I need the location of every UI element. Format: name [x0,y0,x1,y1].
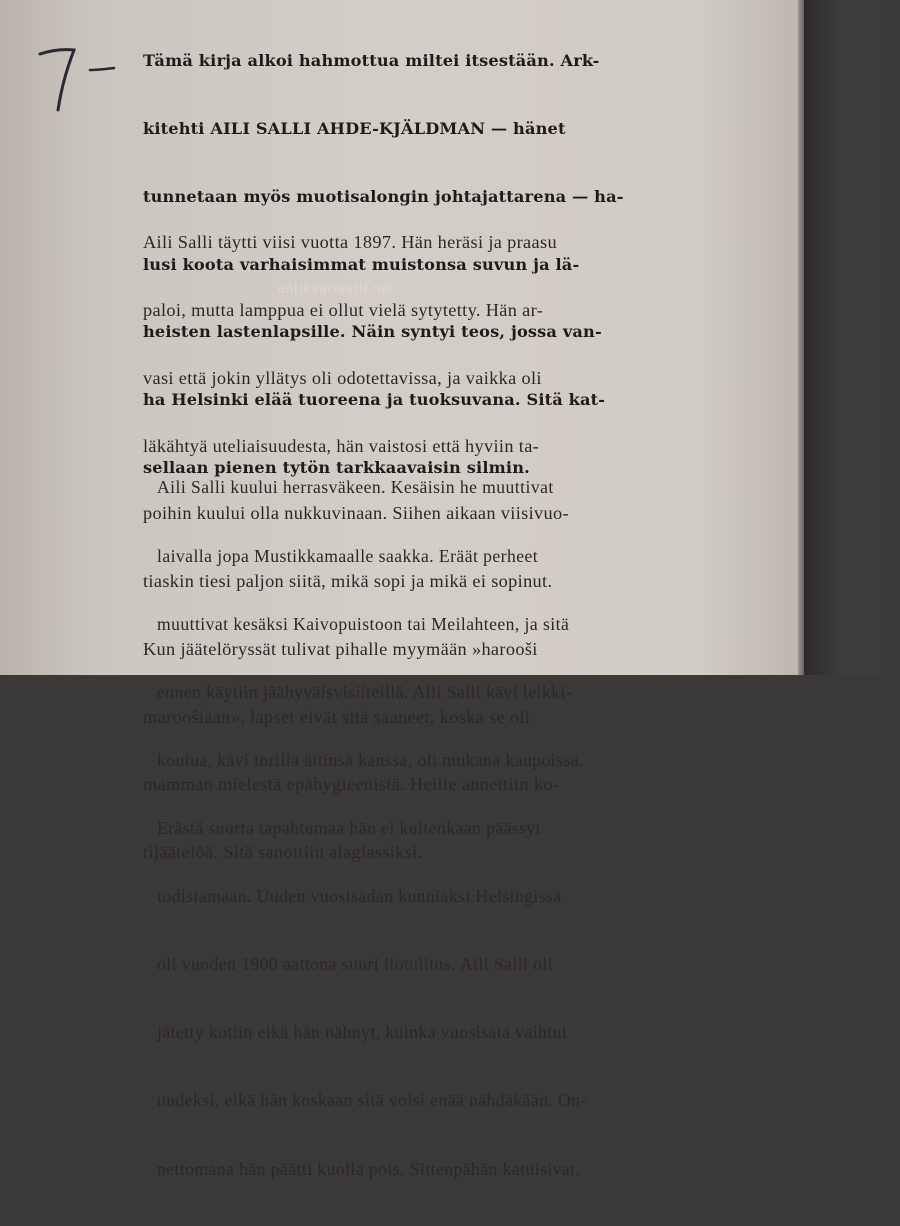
text-line: lusi koota varhaisimmat muistonsa suvun ja lä- [143,254,580,274]
text-line: muuttivat kesäksi Kaivopuistoon tai Meilahteen, ja sitä [157,613,570,634]
text-line: poihin kuului olla nukkuvinaan. Siihen aikaan viisivuo- [143,503,569,524]
paragraph-2 [157,431,587,1226]
text-line: sellaan pienen tytön tarkkaavaisin silmin. [143,457,530,477]
text-line: koulua, kävi torilla äitinsä kanssa, oli mukana kaupoissa. [157,749,584,770]
text-line: Aili Salli täytti viisi vuotta 1897. Hän heräsi ja praasu [143,232,557,253]
text-line: nettomana hän päätti kuolla pois. Sittenpähän katuisivat. [157,1158,581,1179]
background-shadow [804,0,900,675]
text-line: Kun jäätelöryssät tulivat pihalle myymään »harooši [143,638,538,659]
text-line: Aili Salli kuului herrasväkeen. Kesäisin he muuttivat [157,477,554,498]
text-line: tunnetaan myös muotisalongin johtajattarena — ha- [143,186,624,206]
text-line: uudeksi, eikä hän koskaan sitä voisi enää nähdäkään. On- [157,1090,587,1111]
text-line: todistamaan. Uuden vuosisadan kunniaksi Helsingissä [157,886,562,907]
handwritten-page-number [34,40,124,115]
text-line: laivalla jopa Mustikkamaalle saakka. Eräät perheet [157,545,539,566]
text-line: paloi, mutta lamppua ei ollut vielä sytytetty. Hän ar- [143,299,544,320]
text-line: heisten lastenlapsille. Näin syntyi teos, jossa van- [143,322,602,342]
text-line: Tämä kirja alkoi hahmottua miltei itsestään. Ark- [143,51,600,71]
text-line: marooŝiaan», lapset eivät sitä saaneet, koska se oli [143,706,531,727]
text-line: mamman mielestä epähygieenistä. Heille annettiin ko- [143,774,560,795]
text-line: Erästä suurta tapahtumaa hän ei kuitenkaan päässyt [157,817,542,838]
text-line: tiaskin tiesi paljon siitä, mikä sopi ja mikä ei sopinut. [143,571,553,592]
text-line: ennen käytiin jäähyväisvisiiteillä. Aili Salli kävi leikki- [157,681,573,702]
text-line: jätetty kotiin eikä hän nähnyt, kuinka vuosisata vaihtui [157,1022,568,1043]
text-line: oli vuoden 1900 aattona suuri ilotulitus. Aili Salli oli [157,954,554,975]
text-line: vasi että jokin yllätys oli odotettavissa, ja vaikka oli [143,367,542,388]
watermark-text: antikvariaatti.net [277,282,395,297]
text-line: tijäätelöä. Sitä sanottiin alaglassiksi. [143,842,423,863]
text-line: läkähtyä uteliaisuudesta, hän vaistosi että hyviin ta- [143,435,540,456]
text-line: kitehti AILI SALLI AHDE-KJÄLDMAN — hänet [143,118,566,138]
text-line: ha Helsinki elää tuoreena ja tuoksuvana. Sitä kat- [143,390,606,410]
